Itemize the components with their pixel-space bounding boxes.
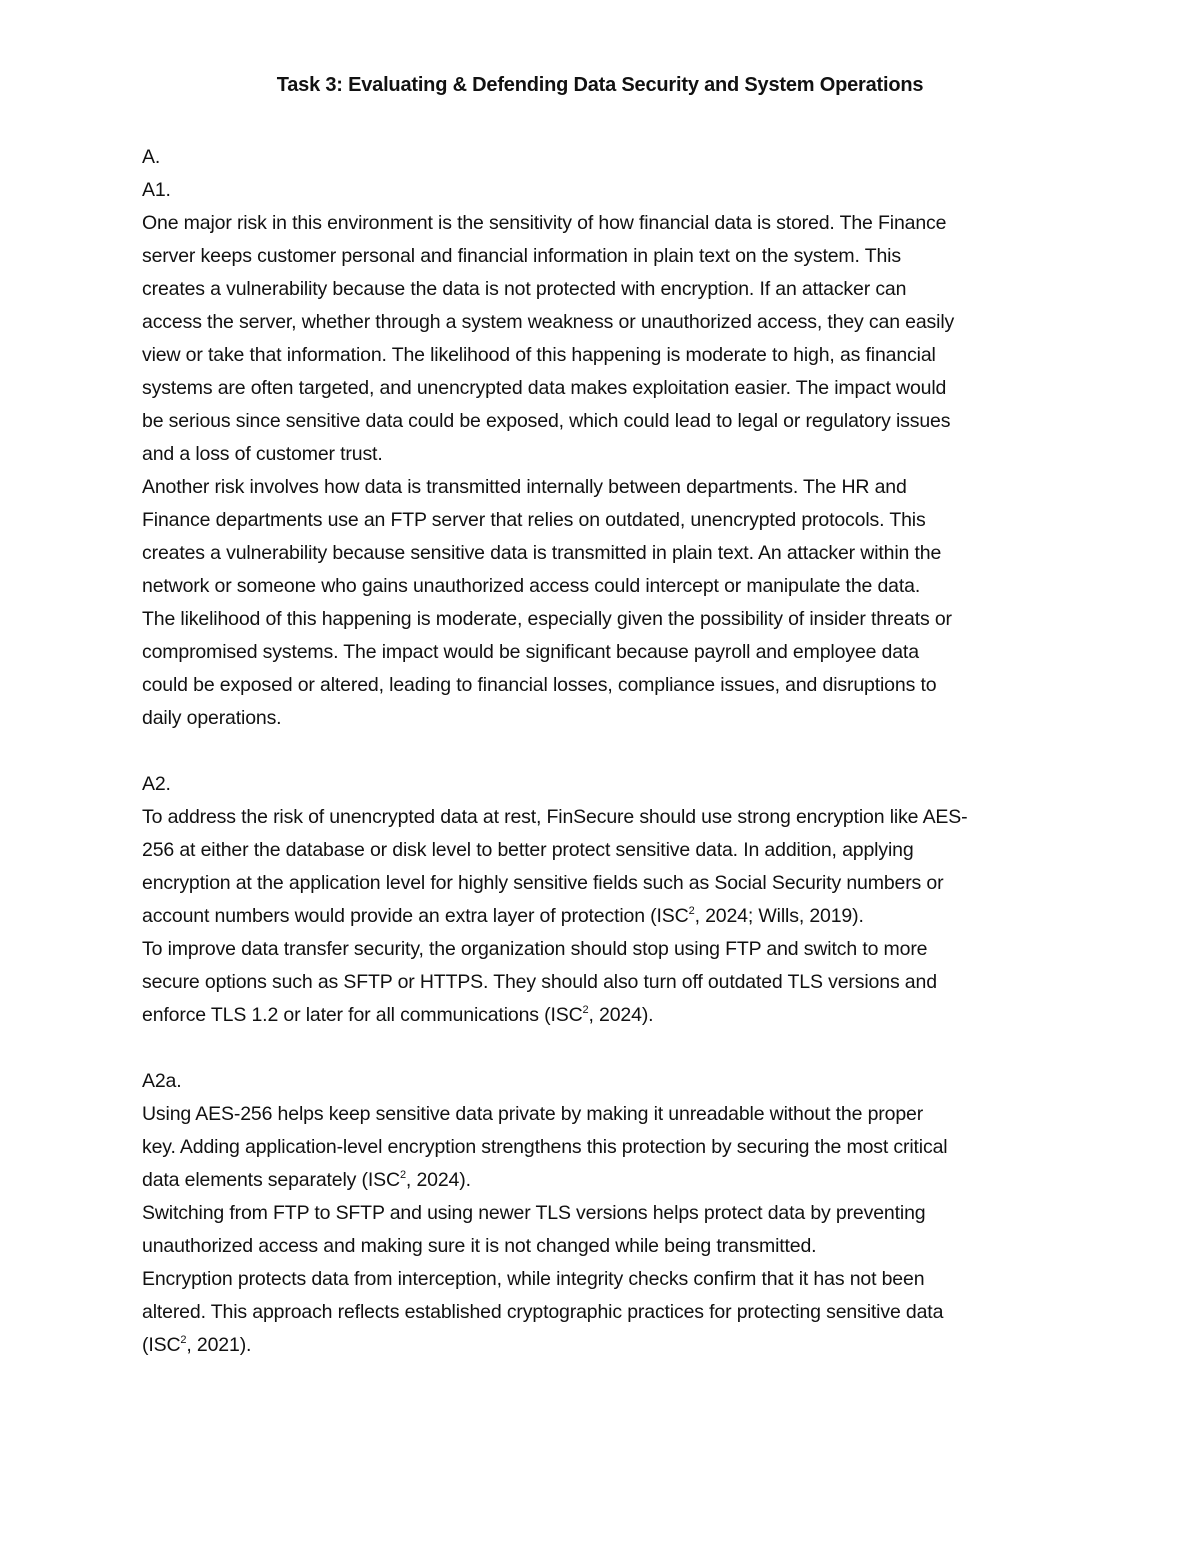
superscript: 2 <box>399 1169 406 1181</box>
text-line: encryption at the application level for highly sensitive fields such as Social Security numbers or <box>142 872 944 894</box>
text-line: compromised systems. The impact would be significant because payroll and employee data <box>142 641 919 663</box>
text-line-with-citation <box>142 900 1072 933</box>
document-body <box>142 141 1072 1362</box>
section-heading-a2a: A2a. <box>142 1070 182 1092</box>
superscript: 2 <box>180 1334 187 1346</box>
text-line: access the server, whether through a system weakness or unauthorized access, they can easily <box>142 311 955 333</box>
text-line: The likelihood of this happening is moderate, especially given the possibility of insider threats or <box>142 608 952 630</box>
text-line: and a loss of customer trust. <box>142 443 383 465</box>
text-line: unauthorized access and making sure it is not changed while being transmitted. <box>142 1235 817 1257</box>
text-line-with-citation <box>142 1164 1072 1197</box>
text-line: 256 at either the database or disk level to better protect sensitive data. In addition, applying <box>142 839 914 861</box>
text-line: altered. This approach reflects established cryptographic practices for protecting sensitive data <box>142 1301 944 1323</box>
text-fragment: account numbers would provide an extra layer of protection (ISC <box>142 905 689 927</box>
citation-text: , 2024). <box>405 1169 471 1191</box>
text-line: systems are often targeted, and unencrypted data makes exploitation easier. The impact would <box>142 377 947 399</box>
document-title: Task 3: Evaluating & Defending Data Security and System Operations <box>276 74 924 96</box>
text-line: daily operations. <box>142 707 282 729</box>
text-line: To address the risk of unencrypted data at rest, FinSecure should use strong encryption like AES- <box>142 806 968 828</box>
text-line: creates a vulnerability because the data is not protected with encryption. If an attacker can <box>142 278 907 300</box>
superscript: 2 <box>582 1004 589 1016</box>
text-line: Encryption protects data from interception, while integrity checks confirm that it has not been <box>142 1268 925 1290</box>
text-line: Switching from FTP to SFTP and using newer TLS versions helps protect data by preventing <box>142 1202 926 1224</box>
section-heading-a2: A2. <box>142 773 171 795</box>
text-line: view or take that information. The likelihood of this happening is moderate to high, as financial <box>142 344 936 366</box>
text-line-with-citation <box>142 999 1072 1032</box>
text-line: network or someone who gains unauthorized access could intercept or manipulate the data. <box>142 575 921 597</box>
text-line: Using AES-256 helps keep sensitive data private by making it unreadable without the proper <box>142 1103 924 1125</box>
text-line: could be exposed or altered, leading to financial losses, compliance issues, and disruptions to <box>142 674 937 696</box>
citation-text: , 2021). <box>186 1334 252 1356</box>
text-fragment: (ISC <box>142 1334 181 1356</box>
section-heading-a1: A1. <box>142 179 171 201</box>
text-line: To improve data transfer security, the organization should stop using FTP and switch to more <box>142 938 928 960</box>
text-line: creates a vulnerability because sensitive data is transmitted in plain text. An attacker within the <box>142 542 942 564</box>
text-line: secure options such as SFTP or HTTPS. They should also turn off outdated TLS versions and <box>142 971 937 993</box>
paragraph-spacer <box>142 1032 1072 1065</box>
text-line: Finance departments use an FTP server that relies on outdated, unencrypted protocols. This <box>142 509 926 531</box>
text-fragment: data elements separately (ISC <box>142 1169 400 1191</box>
text-fragment: enforce TLS 1.2 or later for all communications (ISC <box>142 1004 583 1026</box>
text-line: key. Adding application-level encryption strengthens this protection by securing the most critical <box>142 1136 948 1158</box>
citation-text: , 2024). <box>588 1004 654 1026</box>
superscript: 2 <box>688 905 695 917</box>
section-heading-a: A. <box>142 146 161 168</box>
citation-text: , 2024; Wills, 2019). <box>694 905 864 927</box>
text-line: One major risk in this environment is the sensitivity of how financial data is stored. The Finance <box>142 212 947 234</box>
text-line: be serious since sensitive data could be exposed, which could lead to legal or regulatory issues <box>142 410 951 432</box>
text-line: Another risk involves how data is transmitted internally between departments. The HR and <box>142 476 907 498</box>
text-line: server keeps customer personal and financial information in plain text on the system. This <box>142 245 901 267</box>
paragraph-spacer <box>142 735 1072 768</box>
text-line-with-citation <box>142 1329 1072 1362</box>
